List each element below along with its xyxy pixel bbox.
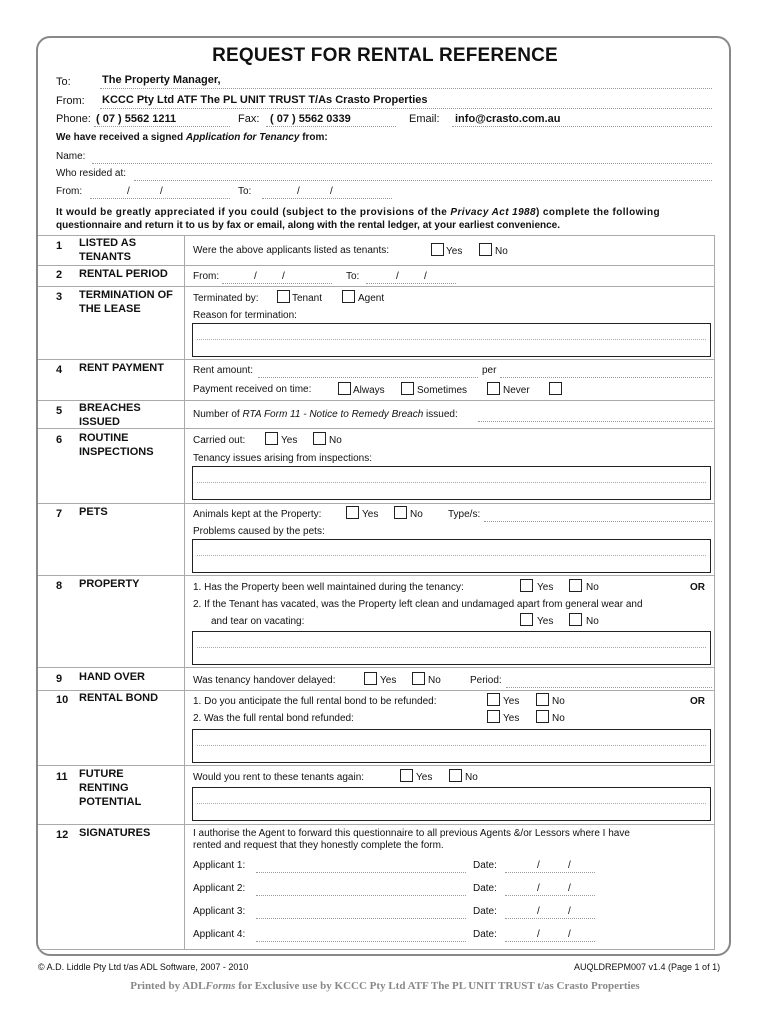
pet-problems-textarea[interactable] — [192, 539, 711, 573]
bond-comments-textarea[interactable] — [192, 729, 711, 763]
payment-never-checkbox[interactable] — [487, 382, 500, 395]
section-number: 5 — [56, 405, 63, 417]
to-date-label: To: — [238, 186, 252, 197]
phone-label: Phone: — [56, 113, 91, 125]
fax-label: Fax: — [238, 113, 260, 125]
rental-to-field[interactable] — [366, 283, 456, 284]
applicant-3-date[interactable] — [505, 918, 595, 919]
authorisation-text: rented and request that they honestly complete the form. — [193, 840, 444, 851]
section-number: 6 — [56, 434, 63, 446]
section-number: 8 — [56, 580, 63, 592]
section-number: 1 — [56, 240, 63, 252]
listed-question: Were the above applicants listed as tenants: — [193, 245, 390, 256]
from-date-field[interactable] — [90, 198, 230, 199]
section-title: HAND OVER — [79, 671, 146, 683]
section-number: 7 — [56, 508, 63, 520]
applicant-4-signature[interactable] — [256, 941, 466, 942]
bond-refunded-yes-checkbox[interactable] — [487, 710, 500, 723]
section-title: TENANTS — [79, 251, 131, 263]
section-title: INSPECTIONS — [79, 446, 154, 458]
page-title: REQUEST FOR RENTAL REFERENCE — [212, 45, 558, 66]
received-text: We have received a signed Application for Tenancy from: — [56, 132, 328, 143]
listed-yes-checkbox[interactable] — [431, 243, 444, 256]
pets-no-checkbox[interactable] — [394, 506, 407, 519]
section-title: TERMINATION OF — [79, 289, 173, 301]
section-title: FUTURE — [79, 768, 124, 780]
bond-anticipate-yes-checkbox[interactable] — [487, 693, 500, 706]
rent-again-yes-checkbox[interactable] — [400, 769, 413, 782]
payment-other-checkbox[interactable] — [549, 382, 562, 395]
maintained-yes-checkbox[interactable] — [520, 579, 533, 592]
section-title: LISTED AS — [79, 237, 137, 249]
form-code: AUQLDREPM007 v1.4 (Page 1 of 1) — [574, 962, 721, 972]
section-title: POTENTIAL — [79, 796, 142, 808]
vacated-yes-checkbox[interactable] — [520, 613, 533, 626]
email-value[interactable]: info@crasto.com.au — [455, 113, 561, 125]
property-comments-textarea[interactable] — [192, 631, 711, 665]
section-title: RENTAL PERIOD — [79, 268, 168, 280]
breach-question: Number of RTA Form 11 - Notice to Remedy Breach issued: — [193, 409, 458, 420]
from-label: From: — [56, 95, 85, 107]
section-title: BREACHES — [79, 402, 141, 414]
maintained-no-checkbox[interactable] — [569, 579, 582, 592]
section-number: 10 — [56, 694, 69, 706]
section-title: SIGNATURES — [79, 827, 151, 839]
pets-yes-checkbox[interactable] — [346, 506, 359, 519]
section-number: 3 — [56, 291, 63, 303]
resided-field[interactable] — [134, 180, 712, 181]
future-comments-textarea[interactable] — [192, 787, 711, 821]
applicant-3-signature[interactable] — [256, 918, 466, 919]
rent-period-field[interactable] — [500, 377, 712, 378]
section-title: RENTING — [79, 782, 129, 794]
payment-sometimes-checkbox[interactable] — [401, 382, 414, 395]
name-label: Name: — [56, 151, 86, 162]
from-date-label: From: — [56, 186, 83, 197]
to-label: To: — [56, 76, 71, 88]
inspections-no-checkbox[interactable] — [313, 432, 326, 445]
fax-value[interactable]: ( 07 ) 5562 0339 — [270, 113, 351, 125]
intro-line-1: It would be greatly appreciated if you could (subject to the provisions of the Privacy Act 1988) complete the following — [56, 207, 660, 218]
from-value: KCCC Pty Ltd ATF The PL UNIT TRUST T/As Crasto Properties — [102, 94, 428, 106]
section-title: THE LEASE — [79, 303, 141, 315]
inspections-yes-checkbox[interactable] — [265, 432, 278, 445]
applicant-1-signature[interactable] — [256, 872, 466, 873]
phone-value[interactable]: ( 07 ) 5562 1211 — [96, 113, 177, 125]
section-title: PROPERTY — [79, 578, 140, 590]
rental-from-field[interactable] — [222, 283, 332, 284]
bond-refunded-no-checkbox[interactable] — [536, 710, 549, 723]
authorisation-text: I authorise the Agent to forward this questionnaire to all previous Agents &/or Lessors where I have — [193, 828, 630, 839]
section-title: ISSUED — [79, 416, 120, 428]
applicant-1-date[interactable] — [505, 872, 595, 873]
name-field[interactable] — [92, 163, 712, 164]
rent-again-no-checkbox[interactable] — [449, 769, 462, 782]
section-number: 12 — [56, 829, 69, 841]
terminated-agent-checkbox[interactable] — [342, 290, 355, 303]
applicant-2-signature[interactable] — [256, 895, 466, 896]
pet-types-field[interactable] — [484, 521, 712, 522]
applicant-4-date[interactable] — [505, 941, 595, 942]
handover-yes-checkbox[interactable] — [364, 672, 377, 685]
applicant-2-date[interactable] — [505, 895, 595, 896]
to-value: The Property Manager, — [102, 74, 221, 86]
payment-always-checkbox[interactable] — [338, 382, 351, 395]
breaches-count-field[interactable] — [478, 421, 712, 422]
handover-period-field[interactable] — [506, 687, 712, 688]
section-title: RENTAL BOND — [79, 692, 159, 704]
inspection-issues-textarea[interactable] — [192, 466, 711, 500]
email-label: Email: — [409, 113, 440, 125]
listed-no-checkbox[interactable] — [479, 243, 492, 256]
section-title: ROUTINE — [79, 432, 129, 444]
section-number: 9 — [56, 673, 63, 685]
bond-anticipate-no-checkbox[interactable] — [536, 693, 549, 706]
printed-by-text: Printed by ADLForms for Exclusive use by KCCC Pty Ltd ATF The PL UNIT TRUST t/as Crasto Properties — [130, 980, 640, 992]
section-title: RENT PAYMENT — [79, 362, 164, 374]
copyright-text: © A.D. Liddle Pty Ltd t/as ADL Software, 2007 - 2010 — [38, 962, 249, 972]
intro-line-2: questionnaire and return it to us by fax or email, along with the rental ledger, at your earliest convenience. — [56, 220, 561, 231]
termination-reason-textarea[interactable] — [192, 323, 711, 357]
to-date-field[interactable] — [262, 198, 392, 199]
resided-label: Who resided at: — [56, 168, 127, 179]
section-number: 11 — [56, 771, 68, 783]
section-number: 4 — [56, 364, 63, 376]
section-title: PETS — [79, 506, 108, 518]
terminated-tenant-checkbox[interactable] — [277, 290, 290, 303]
section-number: 2 — [56, 269, 63, 281]
vacated-no-checkbox[interactable] — [569, 613, 582, 626]
rent-amount-field[interactable] — [258, 377, 478, 378]
handover-no-checkbox[interactable] — [412, 672, 425, 685]
